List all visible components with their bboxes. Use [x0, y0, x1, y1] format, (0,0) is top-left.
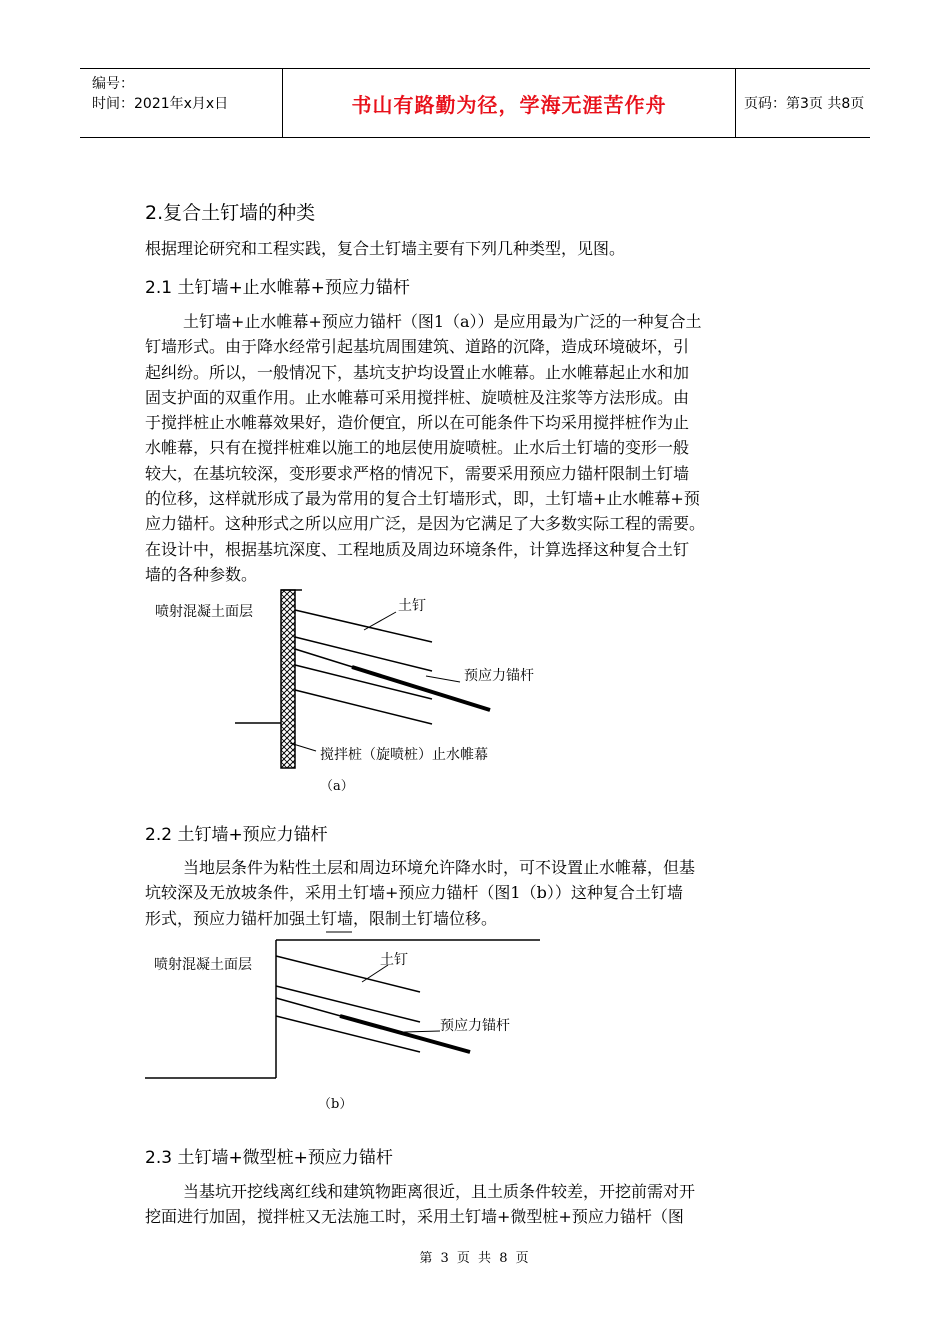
paragraph-line: 挖面进行加固，搅拌桩又无法施工时，采用土钉墙+微型桩+预应力锚杆（图 — [145, 1207, 684, 1227]
label-leader — [404, 1031, 440, 1032]
subsection-title-2-1: 2.1 土钉墙+止水帷幕+预应力锚杆 — [145, 278, 410, 298]
paragraph-line: 在设计中，根据基坑深度、工程地质及周边环境条件，计算选择这种复合土钉 — [145, 539, 690, 559]
section-intro: 根据理论研究和工程实践，复合土钉墙主要有下列几种类型，见图。 — [145, 239, 626, 258]
paragraph-2-1 — [145, 309, 805, 587]
label-cutoff-curtain: 搅拌桩（旋喷桩）止水帷幕 — [320, 747, 488, 763]
paragraph-line: 水帷幕，只有在搅拌桩难以施工的地层使用旋喷桩。止水后土钉墙的变形一般 — [145, 438, 690, 458]
figure-b-caption: （b） — [318, 1097, 353, 1112]
paragraph-line: 的位移，这样就形成了最为常用的复合土钉墙形式，即，土钉墙+止水帷幕+预 — [145, 489, 700, 509]
paragraph-line: 坑较深及无放坡条件，采用土钉墙+预应力锚杆（图1（b））这种复合土钉墙 — [145, 883, 683, 903]
soil-nail — [295, 690, 432, 724]
header-page-cell — [735, 69, 870, 137]
paragraph-line: 土钉墙+止水帷幕+预应力锚杆（图1（a））是应用最为广泛的一种复合土 — [183, 312, 702, 331]
paragraph-2-3 — [145, 1179, 805, 1230]
paragraph-2-2 — [145, 855, 805, 931]
label-prestressed-anchor: 预应力锚杆 — [464, 668, 534, 684]
cutoff-curtain-wall — [281, 590, 295, 768]
header-motto-cell — [282, 69, 736, 137]
doc-date-label: 时间：2021年x月x日 — [92, 96, 229, 112]
label-soil-nail: 土钉 — [398, 598, 426, 614]
subsection-title-2-3: 2.3 土钉墙+微型桩+预应力锚杆 — [145, 1148, 393, 1168]
paragraph-line: 当地层条件为粘性土层和周边环境允许降水时，可不设置止水帷幕，但基 — [183, 858, 696, 877]
paragraph-line: 固支护面的双重作用。止水帷幕可采用搅拌桩、旋喷桩及注浆等方法形成。由 — [145, 387, 690, 407]
paragraph-line: 于搅拌桩止水帷幕效果好，造价便宜，所以在可能条件下均采用搅拌桩作为止 — [145, 413, 690, 433]
header-page-label: 页码：第3页 共8页 — [744, 96, 865, 112]
label-leader — [426, 676, 460, 682]
paragraph-line: 钉墙形式。由于降水经常引起基坑周围建筑、道路的沉降，造成环境破坏，引 — [145, 337, 690, 357]
paragraph-line: 起纠纷。所以，一般情况下，基坑支护均设置止水帷幕。止水帷幕起止水和加 — [145, 362, 690, 382]
figure-a — [140, 585, 570, 800]
paragraph-line: 较大，在基坑较深，变形要求严格的情况下，需要采用预应力锚杆限制土钉墙 — [145, 463, 690, 483]
page-header — [80, 68, 870, 138]
label-soil-nail: 土钉 — [380, 952, 408, 968]
paragraph-line: 应力锚杆。这种形式之所以应用广泛，是因为它满足了大多数实际工程的需要。 — [145, 514, 706, 534]
label-shotcrete: 喷射混凝土面层 — [155, 604, 253, 620]
header-motto: 书山有路勤为径，学海无涯苦作舟 — [351, 92, 667, 117]
soil-nail — [295, 610, 432, 642]
paragraph-line: 形式，预应力锚杆加强土钉墙，限制土钉墙位移。 — [145, 908, 498, 928]
label-shotcrete: 喷射混凝土面层 — [154, 957, 252, 973]
page-footer: 第 3 页 共 8 页 — [419, 1251, 531, 1266]
label-leader — [364, 612, 396, 630]
paragraph-line: 墙的各种参数。 — [145, 564, 258, 584]
header-meta — [80, 69, 282, 137]
figure-b — [140, 928, 560, 1118]
subsection-title-2-2: 2.2 土钉墙+预应力锚杆 — [145, 825, 328, 845]
figure-a-caption: （a） — [320, 779, 354, 794]
section-title: 2.复合土钉墙的种类 — [145, 202, 316, 224]
paragraph-line: 当基坑开挖线离红线和建筑物距离很近，且土质条件较差，开挖前需对开 — [183, 1182, 696, 1201]
soil-nail — [295, 637, 432, 671]
label-prestressed-anchor: 预应力锚杆 — [440, 1018, 510, 1034]
doc-number-label: 编号： — [92, 76, 134, 92]
